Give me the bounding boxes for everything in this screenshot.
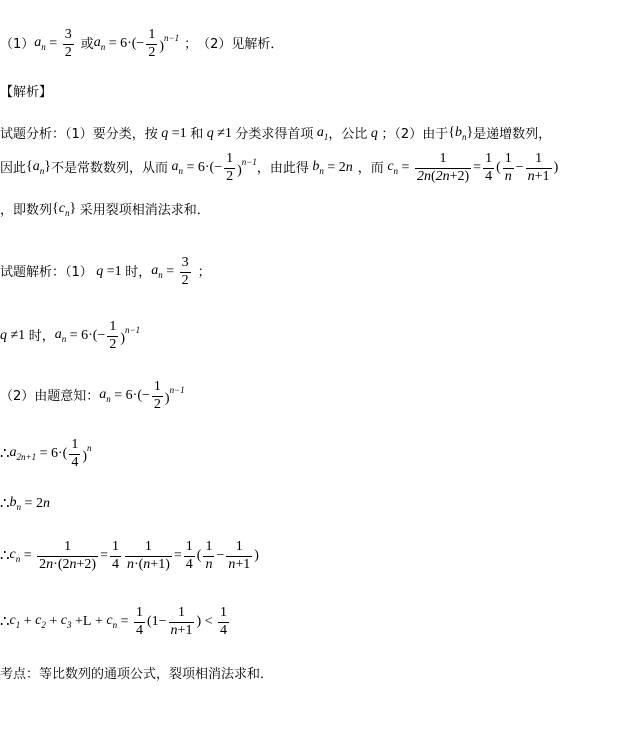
- therefore-line-4: ∴ $c_1$ + $c_2$ + $c_3$ +L + $c_n$ = $\frac{1}{4}$ (1− $\frac{1}{n+1}$ ) < $\frac{1}{4}$: [0, 605, 228, 638]
- solution-text: 时，: [125, 264, 152, 280]
- answer-line: （1） $a_n$ = $\frac{3}{2}$ 或 $a_n$ = 6·(− $\frac{1}{2}$ )$^{n-1}$ ； （2）见解析．: [0, 27, 284, 60]
- analysis-text: 采用裂项相消法求和．: [79, 202, 210, 218]
- solution-line-3: （2）由题意知： $a_n$ = 6·(− $\frac{1}{2}$ )$^{n-1}$: [0, 379, 185, 412]
- section-title: [0, 86, 52, 99]
- therefore-line-1: ∴ $a_{2n+1}$ = 6·( $\frac{1}{4}$ )$^n$: [0, 437, 92, 470]
- analysis-line-2: 因此 $\{a_n\}$ 不是常数数列，从而 $a_n$ = 6·(− $\frac{1}{2}$ )$^{n-1}$ ，由此得 $b_n$ = 2 n ，而 $c_n$ = $\frac{1}{2n(2n+2)}$ = $\frac{1}{4}$ ( $\frac{1}{n}$ − $\frac{1}{n+1}$ ): [0, 151, 559, 184]
- answer-part1-label: （1）: [0, 36, 35, 52]
- therefore-line-2: ∴ $b_n$ = 2 n: [0, 495, 50, 512]
- solution-line-1: 试题解析：（1） q =1 时， $a_n$ = $\frac{3}{2}$ ；: [0, 255, 211, 288]
- solution-text: ；: [197, 264, 211, 280]
- therefore-line-3: ∴ $c_n$ = $\frac{1}{2n\cdot(2n+2)}$ = $\frac{1}{4}$ $\frac{1}{n\cdot(n+1)}$ = $\frac{1}{4}$ ( $\frac{1}{n}$ − $\frac{1}{n+1}$ ): [0, 539, 259, 572]
- solution-line-2: q ≠1 时， $a_n$ = 6·(− $\frac{1}{2}$ )$^{n-1}$: [0, 319, 141, 352]
- solution-text: （2）由题意知：: [0, 388, 100, 404]
- analysis-text: 试题分析：（1）要分类，按: [0, 126, 158, 142]
- analysis-text: 和: [190, 126, 204, 142]
- analysis-text: 不是常数数列，从而: [50, 160, 168, 176]
- analysis-text: ，由此得: [256, 160, 309, 176]
- analysis-text: ，即数列: [0, 202, 53, 218]
- analysis-text: ，而: [357, 160, 384, 176]
- analysis-text: 因此: [0, 160, 27, 176]
- analysis-text: ，公比: [328, 126, 368, 142]
- answer-or-text: 或: [80, 36, 94, 52]
- kaodian-line: [0, 668, 273, 681]
- section-title-text: 【解析】: [0, 85, 53, 100]
- answer-semicolon: ；: [184, 36, 198, 52]
- analysis-text: 是递增数列，: [473, 126, 552, 142]
- kaodian-text: 考点：等比数列的通项公式，裂项相消法求和．: [0, 667, 274, 682]
- answer-part2-label: （2）见解析．: [197, 36, 284, 52]
- analysis-text: ；（2）由于: [381, 126, 449, 142]
- analysis-line-3: ，即数列 $\{c_n\}$ 采用裂项相消法求和．: [0, 201, 210, 218]
- analysis-line-1: 试题分析：（1）要分类，按 q =1 和 q ≠1 分类求得首项 $a_1$ ，公比 q ；（2）由于 $\{b_n\}$ 是递增数列，: [0, 125, 552, 142]
- solution-text: 试题解析：（1）: [0, 264, 93, 280]
- analysis-text: 分类求得首项: [235, 126, 314, 142]
- solution-text: 时，: [28, 328, 55, 344]
